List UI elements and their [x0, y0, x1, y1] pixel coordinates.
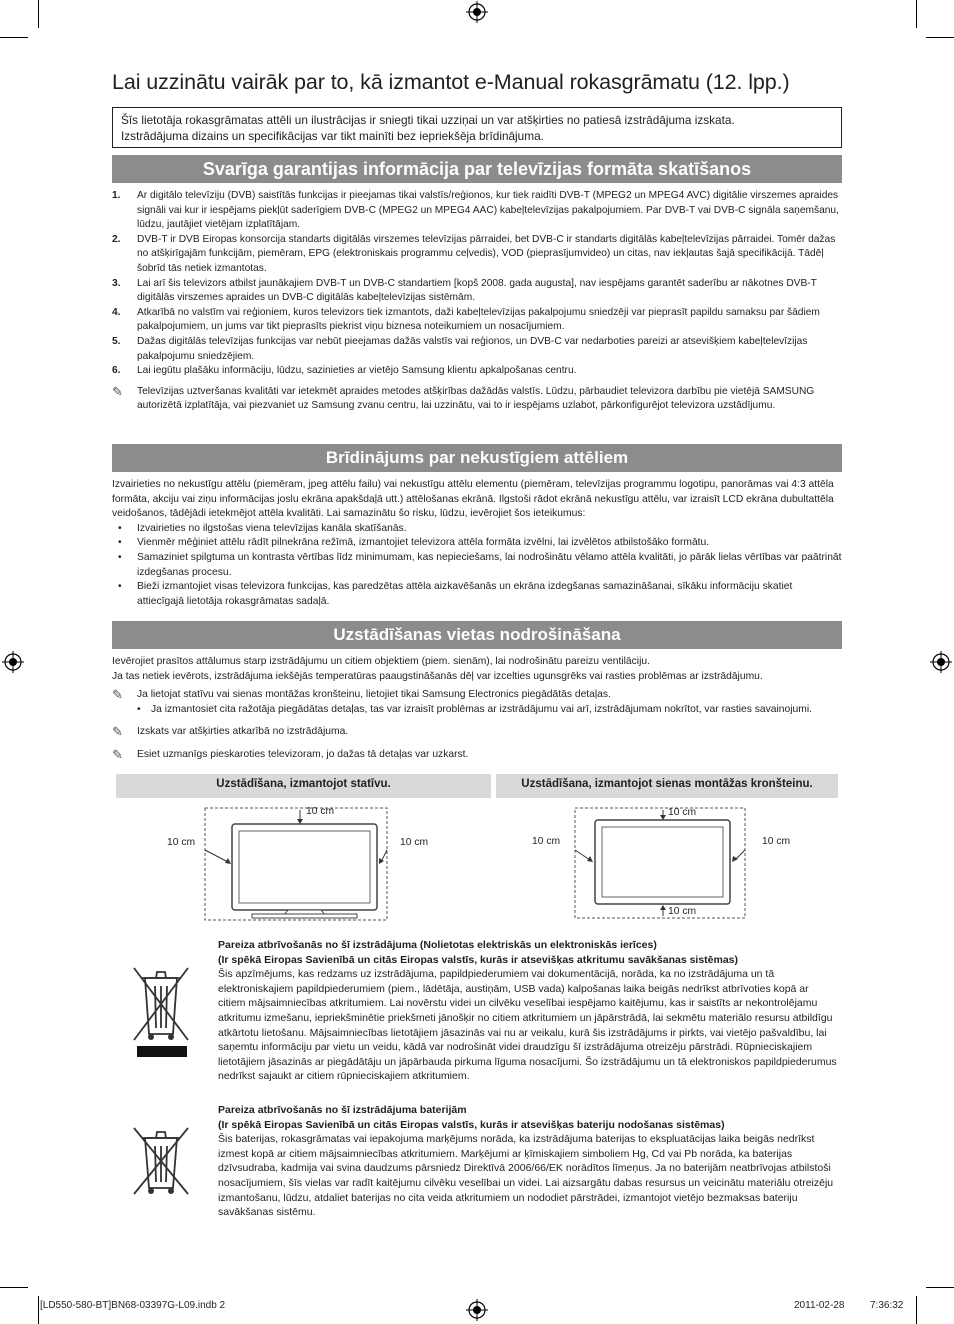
- item-text: Bieži izmantojiet visas televizora funkcijas, kas paredzētas attēla aizkavēšanās un ekrāna izdegšanas samazināšanai, sīkāku informāciju skatiet attiecīgajā lietotāja rokasgrāmatas sadaļā.: [137, 581, 793, 607]
- wall-install-label: Uzstādīšana, izmantojot sienas montāžas kronšteinu.: [496, 774, 838, 798]
- notice-box: [112, 107, 842, 148]
- still-image-section: [112, 478, 842, 609]
- item-text: Lai arī šis televizors atbilst jaunākajiem DVB-T un DVB-C standartiem [kopš 2008. gada augusta], nav iespējams garantēt saderību ar nākotnes DVB-T digitālās virszemes apraides un DVB-C digitālās kabeļtelevīzijas sistēmām.: [137, 277, 817, 304]
- battery-subtitle: (Ir spēkā Eiropas Savienībā un citās Eiropas valstīs, kurās ir atsevišķas bateriju nodošanas sistēmas): [218, 1118, 725, 1131]
- weee-disposal-section: [218, 938, 838, 1084]
- section-heading-warranty: Svarīga garantijas informācija par televīzijas formāta skatīšanos: [112, 155, 842, 183]
- pencil-note-icon: ✎: [112, 687, 123, 703]
- clearance-label: 10 cm: [762, 836, 791, 847]
- crossed-out-bin-icon: [130, 962, 192, 1062]
- note: [112, 688, 842, 703]
- item-text: Atkarībā no valstīm vai reģioniem, kuros televizors tiek izmantots, daži kabeļtelevīzijas pakalpojumu sniedzēji var pieprasīt papildu samaksu par šādiem pakalpojumiem, un jums var tikt pieprasīts piekrist viņu biznesa noteikumiem un nosacījumiem.: [137, 306, 820, 333]
- registration-mark-icon: [466, 1299, 488, 1321]
- still-image-intro: Izvairieties no nekustīgu attēlu (piemēram, jpeg attēlu failu) vai nekustīgu attēlu elementu (piemēram, televīzijas programmu logotipu, panorāmas vai 4:3 attēla formāta, akciju vai ziņu informācijas joslu ekrāna apakšdaļā utt.) attēlošanas ekrānā. Ilgstoši rādot ekrānā nekustīgu attēlu, var izraisīt LCD ekrāna dubultattēla veidošanos, tādējādi ietekmējot attēla kvalitāti. Lai samazinātu šo risku, lūdzu, ievērojiet šos ieteikumus:: [112, 479, 834, 520]
- battery-body: Šis baterijas, rokasgrāmatas vai iepakojuma marķējums norāda, ka izstrādājuma baterijas to ekspluatācijas laika beigās nedrīkst izmest kopā ar citiem mājsaimniecības atkritumiem. Marķējumi ar ķīmiskajiem simboliem Hg, Cd vai Pb norāda, ka baterijas dzīvsudraba, kadmija vai svina daudzums pārsniedz Direktīvā 2006/66/EK norādītos līmeņus. Ja no baterijām neatbrīvojas atbilstoši nosacījumiem, šīs vielas var radīt kaitējumu cilvēku veselībai un videi. Lai aizsargātu dabas resursus un veicinātu materiālu otreizēju izmantošanu, lūdzu, atdaliet baterijas no cita veida atkritumiem un nododiet pārstrādei, izmantojot vietējo bezmaksas bateriju savākšanas sistēmu.: [218, 1133, 834, 1219]
- clearance-label: 10 cm: [167, 837, 196, 848]
- list-item: [112, 233, 842, 277]
- list-item: [112, 189, 842, 233]
- note-text: Esiet uzmanīgs pieskaroties televizoram, jo dažas tā detaļas var uzkarst.: [137, 748, 469, 760]
- note: [112, 725, 842, 740]
- list-item: • Bieži izmantojiet visas televizora funkcijas, kas paredzētas attēla aizkavēšanās un ekrāna izdegšanas samazināšanai, sīkāku informāciju skatiet attiecīgajā lietotāja rokasgrāmatas sadaļā.: [112, 580, 842, 609]
- notice-line: Izstrādājuma dizains un specifikācijas var tikt mainīti bez iepriekšēja brīdinājuma.: [121, 129, 544, 143]
- crop-mark: [926, 1287, 954, 1288]
- registration-mark-icon: [2, 651, 24, 673]
- item-number: 2.: [112, 233, 121, 245]
- list-item: • Izvairieties no ilgstošas viena televīzijas kanāla skatīšanās.: [112, 522, 842, 537]
- item-number: 3.: [112, 277, 121, 289]
- item-text: Izvairieties no ilgstošas viena televīzijas kanāla skatīšanās.: [137, 522, 407, 534]
- item-text: Ar digitālo televīziju (DVB) saistītās funkcijas ir pieejamas tikai valstīs/reģionos, kur tiek raidīti DVB-T (MPEG2 un MPEG4 AVC) digitālie virszemes apraides signāli vai kur ir iespējams piekļūt saderīgiem DVB-C (MPEG2 un MPEG4 AAC) kabeļtelevīzijas pakalpojumiem. Par DVB-T vai DVB-C signāla saņemšanu, lūdzu, jautājiet vietējam izplatītājam.: [137, 190, 839, 231]
- clearance-label: 10 cm: [668, 906, 697, 917]
- installation-section: [112, 655, 842, 763]
- footer-file: [LD550-580-BT]BN68-03397G-L09.indb 2: [40, 1300, 226, 1311]
- clearance-label: 10 cm: [668, 807, 697, 818]
- note: [112, 385, 842, 414]
- installation-intro: Ja tas netiek ievērots, izstrādājuma iekšējās temperatūras paaugstināšanās dēļ var izcelties ugunsgrēks vai rasties problēmas ar izstrādājumu.: [112, 670, 763, 682]
- note-text: Izskats var atšķirties atkarībā no izstrādājuma.: [137, 726, 349, 738]
- footer-time: 7:36:32: [870, 1300, 904, 1311]
- weee-subtitle: (Ir spēkā Eiropas Savienībā un citās Eiropas valstīs, kurās ir atsevišķas atkritumu savākšanas sistēmas): [218, 953, 739, 966]
- item-text: DVB-T ir DVB Eiropas konsorcija standarts digitālās virszemes televīzijas pārraidei, bet DVB-C ir standarts digitālās kabeļtelevīzijas pārraidei. Tomēr dažas no atšķirīgajām funkcijām, piemēram, EPG (elektroniskais programmu ceļvedis), VOD (pieprasījumvideo) un citas, nav iekļautas šajā specifikācijā. Tādēļ šobrīd tās netiek izmantotas.: [137, 233, 836, 274]
- item-number: 5.: [112, 335, 121, 347]
- note-text: Televīzijas uztveršanas kvalitāti var ietekmēt apraides metodes atšķirības dažādās valstīs. Lūdzu, pārbaudiet televizora darbību pie vietējā SAMSUNG autorizētā izplatītāja, vai piezvaniet uz Samsung zvanu centru, lai uzzinātu, vai to ir iespējams uzlabot, pārkonfigurējot televizora uzstādījumu.: [137, 385, 815, 412]
- clearance-label: 10 cm: [532, 836, 561, 847]
- crop-mark: [916, 0, 917, 28]
- weee-title: Pareiza atbrīvošanās no šī izstrādājuma (Nolietotas elektriskās un elektroniskās ierīces): [218, 939, 657, 951]
- list-item: • Vienmēr mēģiniet attēlu rādīt pilnekrāna režīmā, izmantojiet televizora attēla formāta izvēlni, lai izvēlētos atbilstošāko formātu.: [112, 536, 842, 551]
- crop-mark: [916, 1296, 917, 1324]
- warranty-list: [112, 189, 842, 414]
- notice-line: Šīs lietotāja rokasgrāmatas attēli un ilustrācijas ir sniegti tikai uzziņai un var atšķirties no patiesā izstrādājuma izskata.: [121, 113, 735, 127]
- list-item: [112, 364, 842, 379]
- section-heading-still-image: Brīdinājums par nekustīgiem attēliem: [112, 444, 842, 472]
- pencil-note-icon: ✎: [112, 746, 123, 762]
- list-item: [112, 335, 842, 364]
- stand-clearance-diagram: [160, 800, 460, 925]
- crop-mark: [0, 1287, 28, 1288]
- page-title: Lai uzzinātu vairāk par to, kā izmantot e-Manual rokasgrāmatu (12. lpp.): [112, 70, 790, 94]
- list-item: [112, 277, 842, 306]
- clearance-label: 10 cm: [400, 837, 429, 848]
- item-number: 6.: [112, 365, 121, 377]
- battery-disposal-section: [218, 1103, 838, 1220]
- pencil-note-icon: ✎: [112, 383, 123, 399]
- crossed-out-battery-bin-icon: [130, 1122, 192, 1202]
- item-text: Dažas digitālās televīzijas funkcijas var nebūt pieejamas dažās valstīs vai reģionos, un DVB-C var nedarboties pareizi ar atsevišķiem kabeļtelevīzijas pakalpojumu sniedzējiem.: [137, 335, 808, 362]
- list-item: • Samaziniet spilgtuma un kontrasta vērtības līdz minimumam, kas nepieciešams, lai nodrošinātu vēlamo attēla kvalitāti, jo pārāk lielas vērtības var paātrināt izdegšanas procesu.: [112, 551, 842, 580]
- crop-mark: [38, 1296, 39, 1324]
- crop-mark: [926, 37, 954, 38]
- item-number: 4.: [112, 306, 121, 318]
- pencil-note-icon: ✎: [112, 724, 123, 740]
- footer-date: 2011-02-28: [794, 1300, 845, 1311]
- item-text: Vienmēr mēģiniet attēlu rādīt pilnekrāna režīmā, izmantojiet televizora attēla formāta izvēlni, lai izvēlētos atbilstošāko formātu.: [137, 537, 710, 549]
- item-text: Lai iegūtu plašāku informāciju, lūdzu, sazinieties ar vietējo Samsung klientu apkalpošanas centru.: [137, 365, 577, 377]
- crop-mark: [38, 0, 39, 28]
- stand-install-label: Uzstādīšana, izmantojot statīvu.: [116, 774, 491, 798]
- weee-body: Šis apzīmējums, kas redzams uz izstrādājuma, papildpiederumiem vai dokumentācijā, norāda, ka no izstrādājuma un tā elektroniskajiem papildpiederumiem (piem., lādētāja, austiņām, USB vada) kalpošanas laika beigās nedrīkst atbrīvoties kopā ar citiem mājsaimniecības atkritumiem. Lai novērstu videi un cilvēku veselībai iespējamo kaitējumu, kas ir saistīts ar nekontrolējamu atkritumu izmešanu, iepriekšminētie priekšmeti jānošķir no citiem atkritumiem un jāpārstrādā, lai sekmētu materiālo resursu atbildīgu atkārtotu lietošanu. Mājsaimniecības lietotājiem jāsazinās vai nu ar veikalu, kurā šis izstrādājums ir pirkts, vai vietējo pašvaldību, lai saņemtu informāciju par vietu un veidu, kādā var nodrošināt videi draudzīgu šī izstrādājuma otreizēju pārstrādi. Rūpnieciskajiem lietotājiem jāsazinās ar piegādātāju un jāpārbauda pirkuma līguma nosacījumi. Šo izstrādājumu un tā elektroniskos papildpiederumus nedrīkst sajaukt ar citiem rūpnieciskajiem atkritumiem.: [218, 968, 837, 1083]
- item-text: Ja izmantosiet cita ražotāja piegādātas detaļas, tas var izraisīt problēmas ar izstrādājumu vai arī, izstrādājumam nokrītot, var rasties savainojumi.: [151, 703, 812, 715]
- clearance-label: 10 cm: [306, 806, 335, 817]
- installation-intro: Ievērojiet prasītos attālumus starp izstrādājumu un citiem objektiem (piem. sienām), lai nodrošinātu pareizu ventilāciju.: [112, 656, 650, 667]
- note-text: Ja lietojat statīvu vai sienas montāžas kronšteinu, lietojiet tikai Samsung Electronics piegādātās detaļas.: [137, 689, 611, 701]
- crop-mark: [0, 37, 28, 38]
- registration-mark-icon: [930, 651, 952, 673]
- list-item: • Ja izmantosiet cita ražotāja piegādātas detaļas, tas var izraisīt problēmas ar izstrādājumu vai arī, izstrādājumam nokrītot, var rasties savainojumi.: [112, 703, 842, 718]
- registration-mark-icon: [466, 1, 488, 23]
- item-number: 1.: [112, 190, 121, 201]
- section-heading-installation: Uzstādīšanas vietas nodrošināšana: [112, 621, 842, 649]
- note: [112, 748, 842, 763]
- item-text: Samaziniet spilgtuma un kontrasta vērtības līdz minimumam, kas nepieciešams, lai nodrošinātu vēlamo attēla kvalitāti, jo pārāk lielas vērtības var paātrināt izdegšanas procesu.: [137, 551, 842, 578]
- battery-title: Pareiza atbrīvošanās no šī izstrādājuma baterijām: [218, 1104, 467, 1116]
- list-item: [112, 306, 842, 335]
